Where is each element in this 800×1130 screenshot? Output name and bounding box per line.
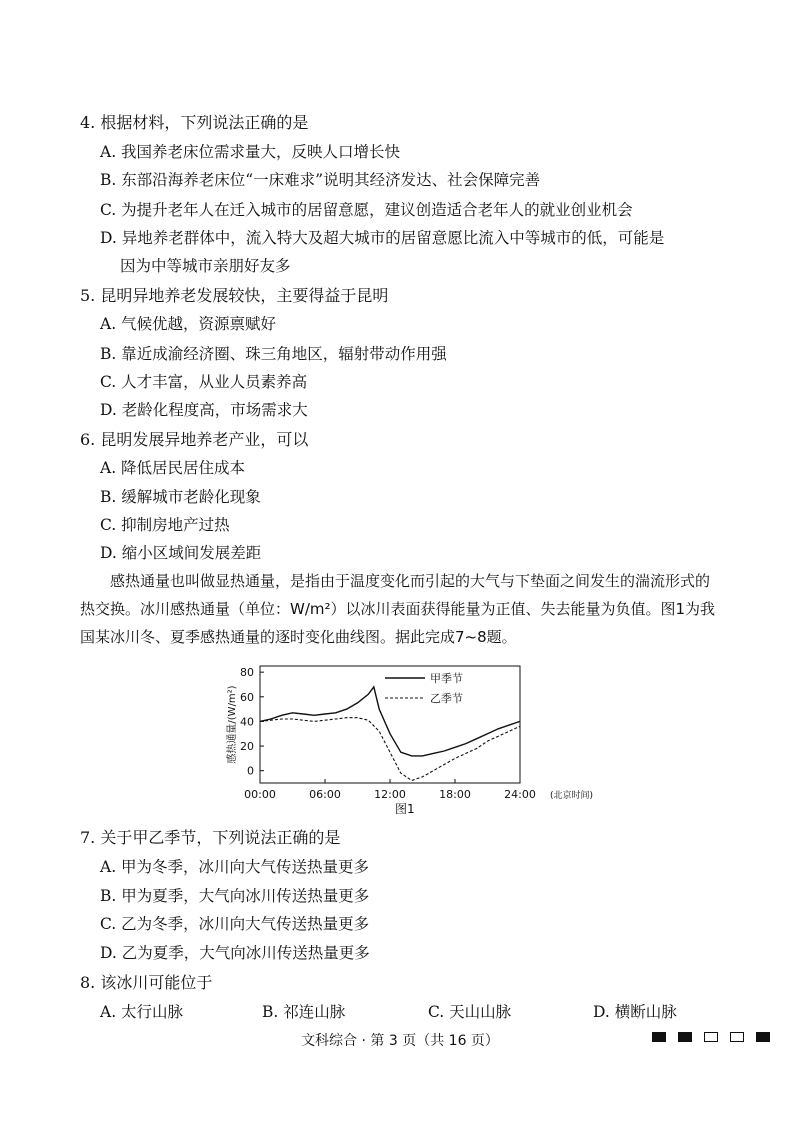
question-5-stem: 5. 昆明异地养老发展较快，主要得益于昆明 [80, 286, 389, 305]
question-7-stem: 7. 关于甲乙季节，下列说法正确的是 [80, 828, 341, 847]
y-tick-label: 20 [240, 740, 254, 754]
page-footer: 文科综合 · 第 3 页（共 16 页） [301, 1033, 499, 1049]
question-7-option-d: D. 乙为夏季，大气向冰川传送热量更多 [100, 944, 370, 962]
question-4-stem: 4. 根据材料，下列说法正确的是 [80, 113, 309, 132]
question-8-option-d: D. 横断山脉 [593, 1003, 677, 1021]
y-tick-label: 60 [240, 690, 254, 704]
scan-mark [730, 1032, 744, 1042]
scan-marks [652, 1032, 770, 1042]
question-6-stem: 6. 昆明发展异地养老产业，可以 [80, 430, 309, 449]
passage-paragraph: 感热通量也叫做显热通量，是指由于温度变化而引起的大气与下垫面之间发生的湍流形式的热交换。冰川感热通量（单位：W/m²）以冰川表面获得能量为正值、失去能量为负值。图1为我国某冰川冬、夏季感热通量的逐时变化曲线图。据此完成7~8题。 [80, 572, 716, 646]
question-5-option-d: D. 老龄化程度高，市场需求大 [100, 401, 308, 419]
y-axis-label: 感热通量/(W/m²) [227, 685, 238, 764]
question-6-option-a: A. 降低居民居住成本 [100, 459, 246, 477]
plot-frame [260, 666, 520, 783]
x-axis-label: (北京时间) [550, 791, 594, 801]
legend-label: 甲季节 [430, 672, 463, 685]
scan-mark [704, 1032, 718, 1042]
scan-mark [678, 1032, 692, 1042]
question-8-option-c: C. 天山山脉 [428, 1003, 512, 1021]
question-7-option-a: A. 甲为冬季，冰川向大气传送热量更多 [100, 858, 370, 876]
x-tick-label: 12:00 [374, 788, 406, 801]
question-7-option-b: B. 甲为夏季，大气向冰川传送热量更多 [100, 887, 370, 905]
question-5-option-c: C. 人才丰富，从业人员素养高 [100, 373, 308, 391]
question-4-option-d: D. 异地养老群体中，流入特大及超大城市的居留意愿比流入中等城市的低，可能是 [100, 229, 665, 247]
question-6-option-d: D. 缩小区域间发展差距 [100, 544, 262, 562]
y-tick-label: 80 [240, 666, 254, 680]
question-7-option-c: C. 乙为冬季，冰川向大气传送热量更多 [100, 915, 370, 933]
question-6-option-c: C. 抑制房地产过热 [100, 516, 230, 534]
scan-mark [652, 1032, 666, 1042]
figure-caption: 图1 [395, 802, 415, 816]
y-tick-label: 0 [247, 764, 254, 778]
question-4-option-a: A. 我国养老床位需求量大，反映人口增长快 [100, 143, 401, 161]
question-4-option-c: C. 为提升老年人在迁入城市的居留意愿，建议创造适合老年人的就业创业机会 [100, 201, 633, 219]
question-4-option-d-cont: 因为中等城市亲朋好友多 [120, 257, 291, 275]
series-line-yi [260, 718, 520, 781]
legend-label: 乙季节 [430, 692, 463, 705]
x-tick-label: 00:00 [244, 788, 276, 801]
x-tick-label: 06:00 [309, 788, 341, 801]
question-5-option-b: B. 靠近成渝经济圈、珠三角地区，辐射带动作用强 [100, 345, 447, 363]
question-8-stem: 8. 该冰川可能位于 [80, 973, 213, 992]
question-8-option-a: A. 太行山脉 [100, 1003, 184, 1021]
passage [80, 567, 720, 651]
scan-mark [756, 1032, 770, 1042]
question-4-option-b: B. 东部沿海养老床位“一床难求”说明其经济发达、社会保障完善 [100, 171, 541, 189]
y-tick-label: 40 [240, 715, 254, 729]
x-tick-label: 18:00 [439, 788, 471, 801]
question-5-option-a: A. 气候优越，资源禀赋好 [100, 315, 277, 333]
question-8-option-b: B. 祁连山脉 [262, 1003, 346, 1021]
question-6-option-b: B. 缓解城市老龄化现象 [100, 488, 261, 506]
x-tick-label: 24:00 [504, 788, 536, 801]
